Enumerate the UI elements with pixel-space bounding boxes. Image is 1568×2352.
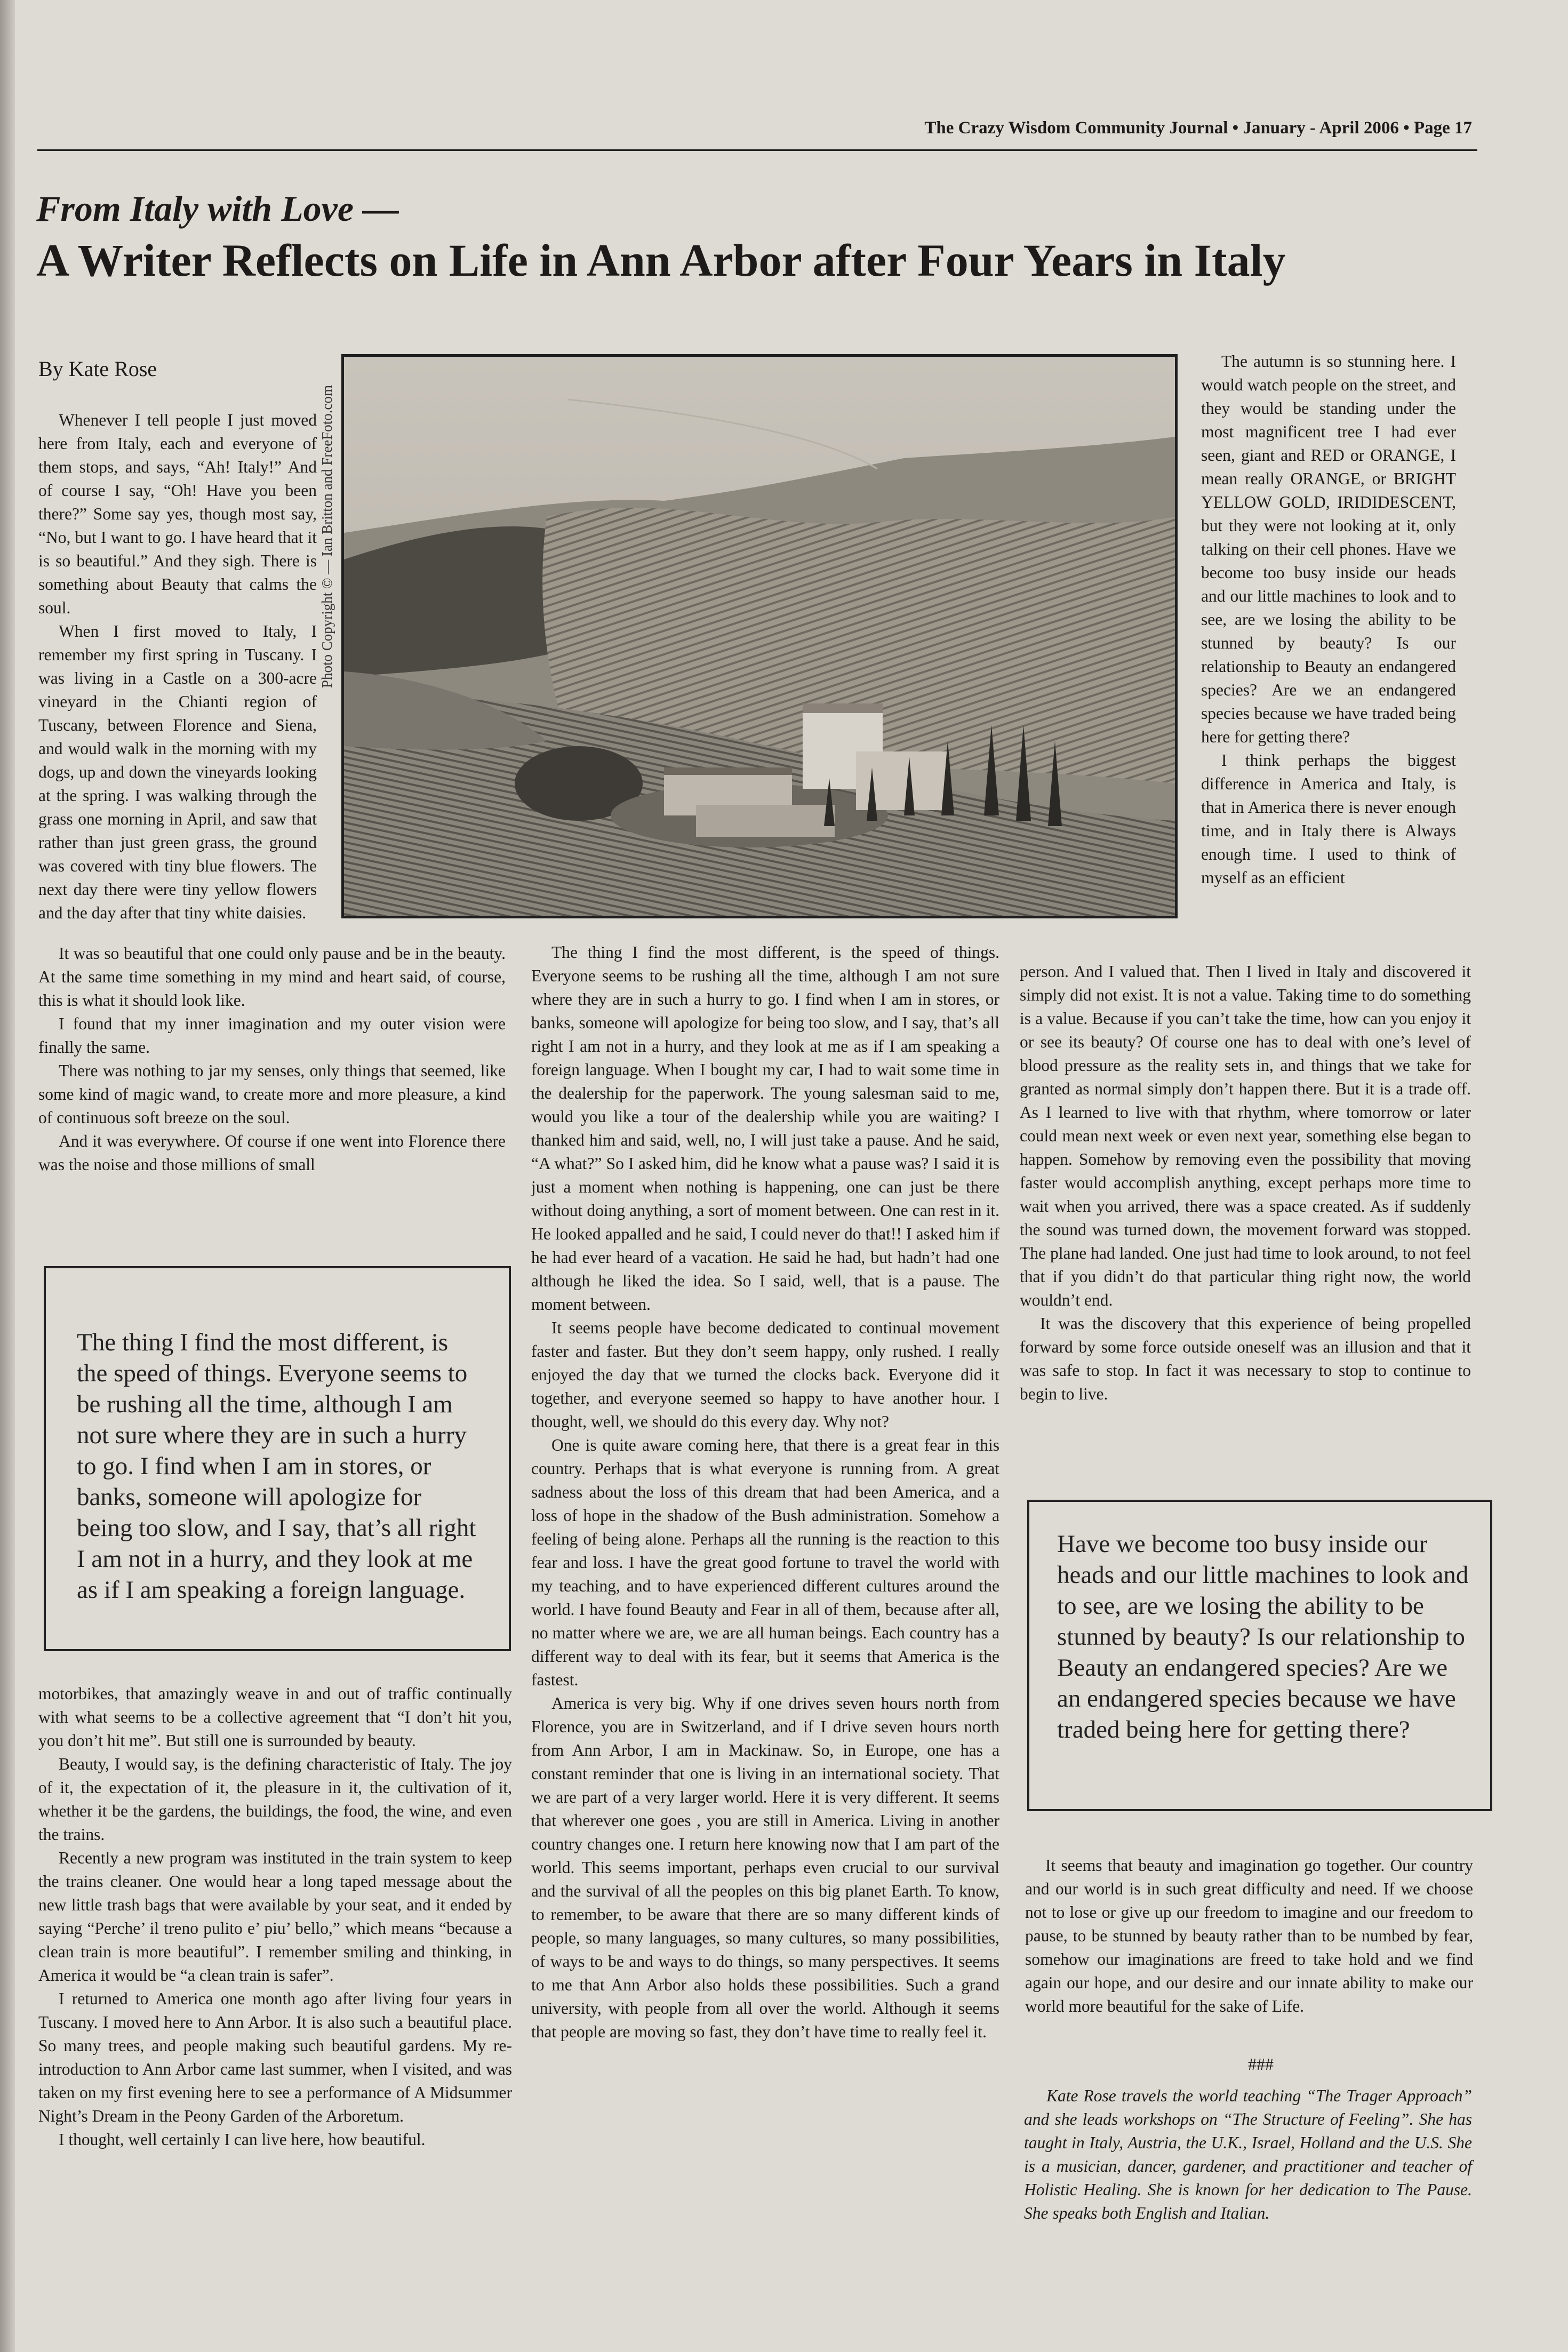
paragraph: I thought, well certainly I can live here, how beautiful. (59, 2130, 426, 2149)
column-1-top (38, 409, 317, 925)
article-headline: A Writer Reflects on Life in Ann Arbor after Four Years in Italy (36, 235, 1286, 286)
paragraph: It seems people have become dedicated to continual movement faster and faster. But they don’t seem happy, only rushed. I really enjoyed the day that we turned the clocks back. Everyone did it together, and everyone seemed so happy to have another hour. I thought, well, we should do this every day. Why not? (531, 1318, 999, 1431)
tuscany-vineyard-photo (341, 354, 1178, 918)
paragraph: The thing I find the most different, is the speed of things. Everyone seems to be rushing all the time, although I am not sure where they are in such a hurry to go. I find when I am in stores, or banks, someone will apologize for being too slow, and I say, that’s all right I am not in a hurry, and they look at me as if I am speaking a foreign language. When I bought my car, I had to wait some time in the dealership for the paperwork. The young salesman said to me, would you like a tour of the dealership while you are waiting? I thanked him and said, well, no, I will just take a pause. And he said, “A what?” So I asked him, did he know what a pause was? I said it is just a moment when nothing is happening, one can just be there without doing anything, a sort of moment between. One can rest in it. He looked appalled and he said, I could never do that!! I asked him if he had ever heard of a vacation. He said he had, but hadn’t had one although he liked the idea. So I said, well, that is a pause. The moment between. (531, 943, 999, 1314)
author-bio-text: Kate Rose travels the world teaching “The Trager Approach” and she leads workshops on “The Structure of Feeling”. She has taught in Italy, Austria, the U.K., Israel, Holland and the U.S. She is a musician, dancer, gardener, and practitioner and teacher of Holistic Healing. She is known for her dedication to The Pause. She speaks both English and Italian. (1024, 2086, 1472, 2222)
pull-quote-1-text: The thing I find the most different, is the speed of things. Everyone seems to be rushing all the time, although I am not sure where they are in such a hurry to go. I find when I am in stores, or banks, someone will apologize for being too slow, and I say, that’s all right I am not in a hurry, and they look at me as if I am speaking a foreign language. (77, 1329, 476, 1604)
end-mark: ### (1248, 2054, 1274, 2074)
paragraph: I returned to America one month ago after living four years in Tuscany. I moved here to Ann Arbor. It is also such a beautiful place. So many trees, and people making such beautiful gardens. My re- introduction to Ann Arbor came last summer, when I visited, and was taken on my first evening here to see a performance of A Midsummer Night’s Dream in the Peony Garden of the Arboretum. (38, 1989, 512, 2125)
paragraph: person. And I valued that. Then I lived in Italy and discovered it simply did not exist. It is not a value. Taking time to do something is a value. Because if you can’t take the time, how can you enjoy it or see its beauty? Of course one has to deal with one’s level of blood pressure as the reality sets in, and things that we take for granted as normal simply don’t happen there. But it is a trade off. As I learned to live with that rhythm, where tomorrow or later could mean next week or even next year, something else began to happen. Somehow by removing even the possibility that moving faster would accomplish anything, except perhaps more time to wait when you arrived, there was a space created. As if suddenly the sound was turned down, the movement forward was stopped. The plane had landed. One just had time to look around, to not feel that if you didn’t do that particular thing right now, the world wouldn’t end. (1020, 962, 1471, 1309)
pull-quote-1 (44, 1266, 511, 1651)
paragraph: It was the discovery that this experience of being propelled forward by some force outside oneself was an illusion and that it was safe to stop. In fact it was necessary to stop to continue to begin to live. (1020, 1314, 1471, 1403)
column-3-bottom (1025, 1854, 1473, 2018)
paragraph: Recently a new program was instituted in the train system to keep the trains cleaner. One would hear a long taped message about the new little trash bags that were available by your seat, and it ended by saying “Perche’ il treno pulito e’ piu’ bello,” which means “because a clean train is more beautiful”. I remember smiling and thinking, in America it would be “a clean train is safer”. (38, 1849, 512, 1985)
page-gutter-shadow (0, 0, 15, 2352)
paragraph: Beauty, I would say, is the defining characteristic of Italy. The joy of it, the expectation of it, the pleasure in it, the cultivation of it, whether it be the gardens, the buildings, the food, the wine, and even the trains. (38, 1755, 512, 1844)
column-3-mid (1020, 960, 1471, 1406)
paragraph: It was so beautiful that one could only pause and be in the beauty. At the same time something in my mind and heart said, of course, this is what it should look like. (38, 944, 506, 1010)
paragraph: The autumn is so stunning here. I would watch people on the street, and they would be standing under the most magnificent tree I had ever seen, giant and RED or ORANGE, I mean really ORANGE, or BRIGHT YELLOW GOLD, IRIDIDESCENT, but they were not looking at it, only talking on their cell phones. Have we become too busy inside our heads and our little machines to look and to see, are we losing the ability to be stunned by beauty? Is our relationship to Beauty an endangered species? Are we an endangered species because we have traded being here for getting there? (1201, 352, 1456, 746)
pull-quote-2-text: Have we become too busy inside our heads and our little machines to look and to see, are we losing the ability to be stunned by beauty? Is our relationship to Beauty an endangered species? Are we an endangered species because we have traded being here for getting there? (1057, 1530, 1469, 1743)
paragraph: Whenever I tell people I just moved here from Italy, each and everyone of them stops, and says, “Ah! Italy!” And of course I say, “Oh! Have you been there?” Some say yes, though most say, “No, but I want to go. I have heard that it is so beautiful.” And they sigh. There is something about Beauty that calms the soul. (38, 411, 317, 617)
author-bio (1024, 2084, 1472, 2225)
paragraph: I think perhaps the biggest difference in America and Italy, is that in America there is never enough time, and in Italy there is Always enough time. I used to think of myself as an efficient (1201, 751, 1456, 887)
column-1-top-wide (38, 942, 506, 1177)
pull-quote-2 (1027, 1500, 1492, 1811)
running-header: The Crazy Wisdom Community Journal • January - April 2006 • Page 17 (924, 118, 1472, 138)
vineyard-landscape-illustration (344, 357, 1175, 916)
byline: By Kate Rose (38, 357, 157, 381)
paragraph: I found that my inner imagination and my outer vision were finally the same. (38, 1014, 506, 1057)
paragraph: It seems that beauty and imagination go together. Our country and our world is in such great difficulty and need. If we choose not to lose or give up our freedom to imagine and our freedom to pause, to be stunned by beauty rather than to be numbed by fear, somehow our imaginations are freed to take hold and we find again our hope, and our desire and our innate ability to make our world more beautiful for the sake of Life. (1025, 1856, 1473, 2015)
paragraph: America is very big. Why if one drives seven hours north from Florence, you are in Switzerland, and if I drive seven hours north from Ann Arbor, I am in Mackinaw. So, in Europe, one has a constant reminder that one is living in an international society. That we are part of a very larger world. Here it is very different. It seems that wherever one goes , you are still in America. Living in another country changes one. I return here knowing now that I am part of the world. This seems important, perhaps even crucial to our survival and the survival of all the peoples on this big planet Earth. To know, to remember, to be aware that there are so many different kinds of people, so many languages, so many cultures, so many possibilities, of ways to be and ways to do things, so many perspectives. It seems to me that Ann Arbor also holds these possibilities. Such a grand university, with people from all over the world. Although it seems that people are moving so fast, they don’t have time to really feel it. (531, 1694, 999, 2041)
paragraph: There was nothing to jar my senses, only things that seemed, like some kind of magic wand, to create more and more pleasure, a kind of continuous soft breeze on the soul. (38, 1061, 506, 1127)
header-rule (37, 149, 1477, 151)
paragraph: motorbikes, that amazingly weave in and out of traffic continually with what seems to be a collective agreement that “I don’t hit you, you don’t hit me”. But still one is surrounded by beauty. (38, 1684, 512, 1750)
column-1-bottom (38, 1682, 512, 2151)
paragraph: One is quite aware coming here, that there is a great fear in this country. Perhaps that is what everyone is running from. A great sadness about the loss of this dream that had been America, and a loss of hope in the shadow of the Bush administration. Somehow a feeling of being alone. Perhaps all the running is the reaction to this fear and loss. I have the great good fortune to travel the world with my teaching, and to have experienced different cultures around the world. I have found Beauty and Fear in all of them, because after all, no matter where we are, we are all human beings. Each country has a different way to deal with its fear, but it seems that America is the fastest. (531, 1436, 999, 1689)
column-2 (531, 941, 999, 2044)
paragraph: And it was everywhere. Of course if one went into Florence there was the noise and those millions of small (38, 1132, 506, 1174)
paragraph: When I first moved to Italy, I remember my first spring in Tuscany. I was living in a Castle on a 300-acre vineyard in the Chianti region of Tuscany, between Florence and Siena, and would walk in the morning with my dogs, up and down the vineyards looking at the spring. I was walking through the grass one morning in April, and saw that rather than just green grass, the ground was covered with tiny blue flowers. The next day there were tiny yellow flowers and the day after that tiny white daisies. (38, 622, 317, 922)
article-kicker: From Italy with Love — (36, 188, 399, 229)
column-3-top (1201, 350, 1456, 890)
